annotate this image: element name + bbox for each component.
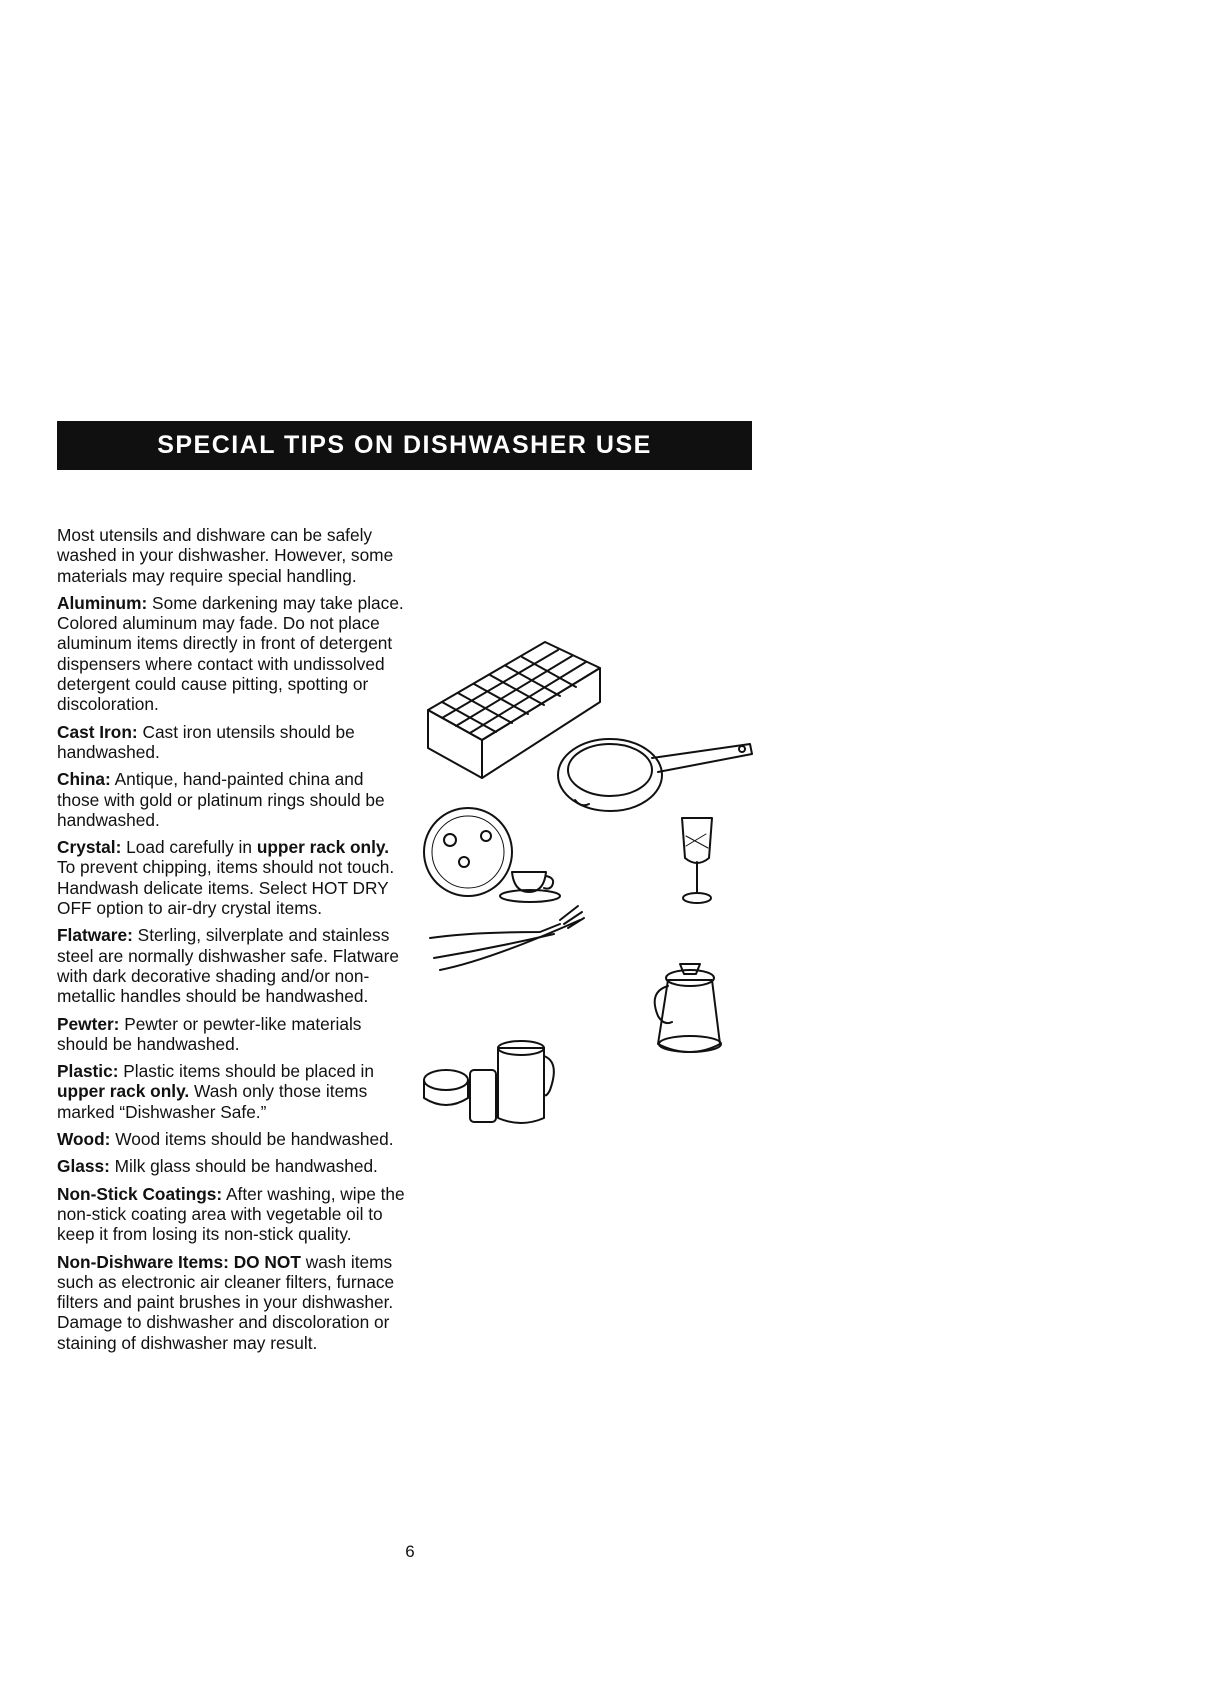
page-number: 6: [405, 1542, 415, 1561]
section-title: SPECIAL TIPS ON DISHWASHER USE: [157, 431, 652, 459]
intro-paragraph: Most utensils and dishware can be safely washed in your dishwasher. However, some materials may require special handling.: [57, 525, 394, 586]
tip-aluminum: Aluminum: Some darkening may take place. Colored aluminum may fade. Do not place aluminum items directly in front of detergent dispensers where contact with undissolved detergent could cause pitting, spotting or discoloration.: [57, 592, 404, 715]
tip-flatware: Flatware: Sterling, silverplate and stainless steel are normally dishwasher safe. Flatware with dark decorative shading and/or non-metallic handles should be handwashed.: [57, 925, 399, 1007]
tip-plastic: Plastic: Plastic items should be placed in upper rack only. Wash only those items marked “Dishwasher Safe.”: [57, 1061, 374, 1122]
plastic-containers-icon: [424, 1041, 554, 1123]
tip-pewter: Pewter: Pewter or pewter-like materials should be handwashed.: [57, 1013, 362, 1054]
tip-cast-iron: Cast Iron: Cast iron utensils should be handwashed.: [57, 721, 355, 762]
section-title-banner: [57, 421, 752, 470]
tip-wood: Wood: Wood items should be handwashed.: [57, 1129, 394, 1150]
kitchenware-illustrations: [420, 640, 780, 1200]
tip-non-stick: Non-Stick Coatings: After washing, wipe the non-stick coating area with vegetable oil to keep it from losing its non-stick quality.: [57, 1183, 405, 1245]
tips-text-column: [57, 525, 407, 1360]
tip-non-dishware: Non-Dishware Items: DO NOT wash items such as electronic air cleaner filters, furnace filters and paint brushes in your dishwasher. Damage to dishwasher and discoloration or staining of dishwasher may result.: [57, 1251, 395, 1353]
tip-crystal: Crystal: Load carefully in upper rack only. To prevent chipping, items should not touch. Handwash delicate items. Select HOT DRY OFF option to air-dry crystal items.: [57, 837, 395, 919]
tip-china: China: Antique, hand-painted china and those with gold or platinum rings should be handwashed.: [57, 769, 385, 830]
tip-glass: Glass: Milk glass should be handwashed.: [57, 1156, 378, 1177]
crystal-goblet-icon: [682, 818, 712, 903]
coffee-percolator-icon: [655, 964, 721, 1052]
skillet-icon: [558, 739, 752, 811]
china-plate-and-cup-icon: [424, 808, 560, 902]
flatware-icon: [430, 906, 584, 970]
